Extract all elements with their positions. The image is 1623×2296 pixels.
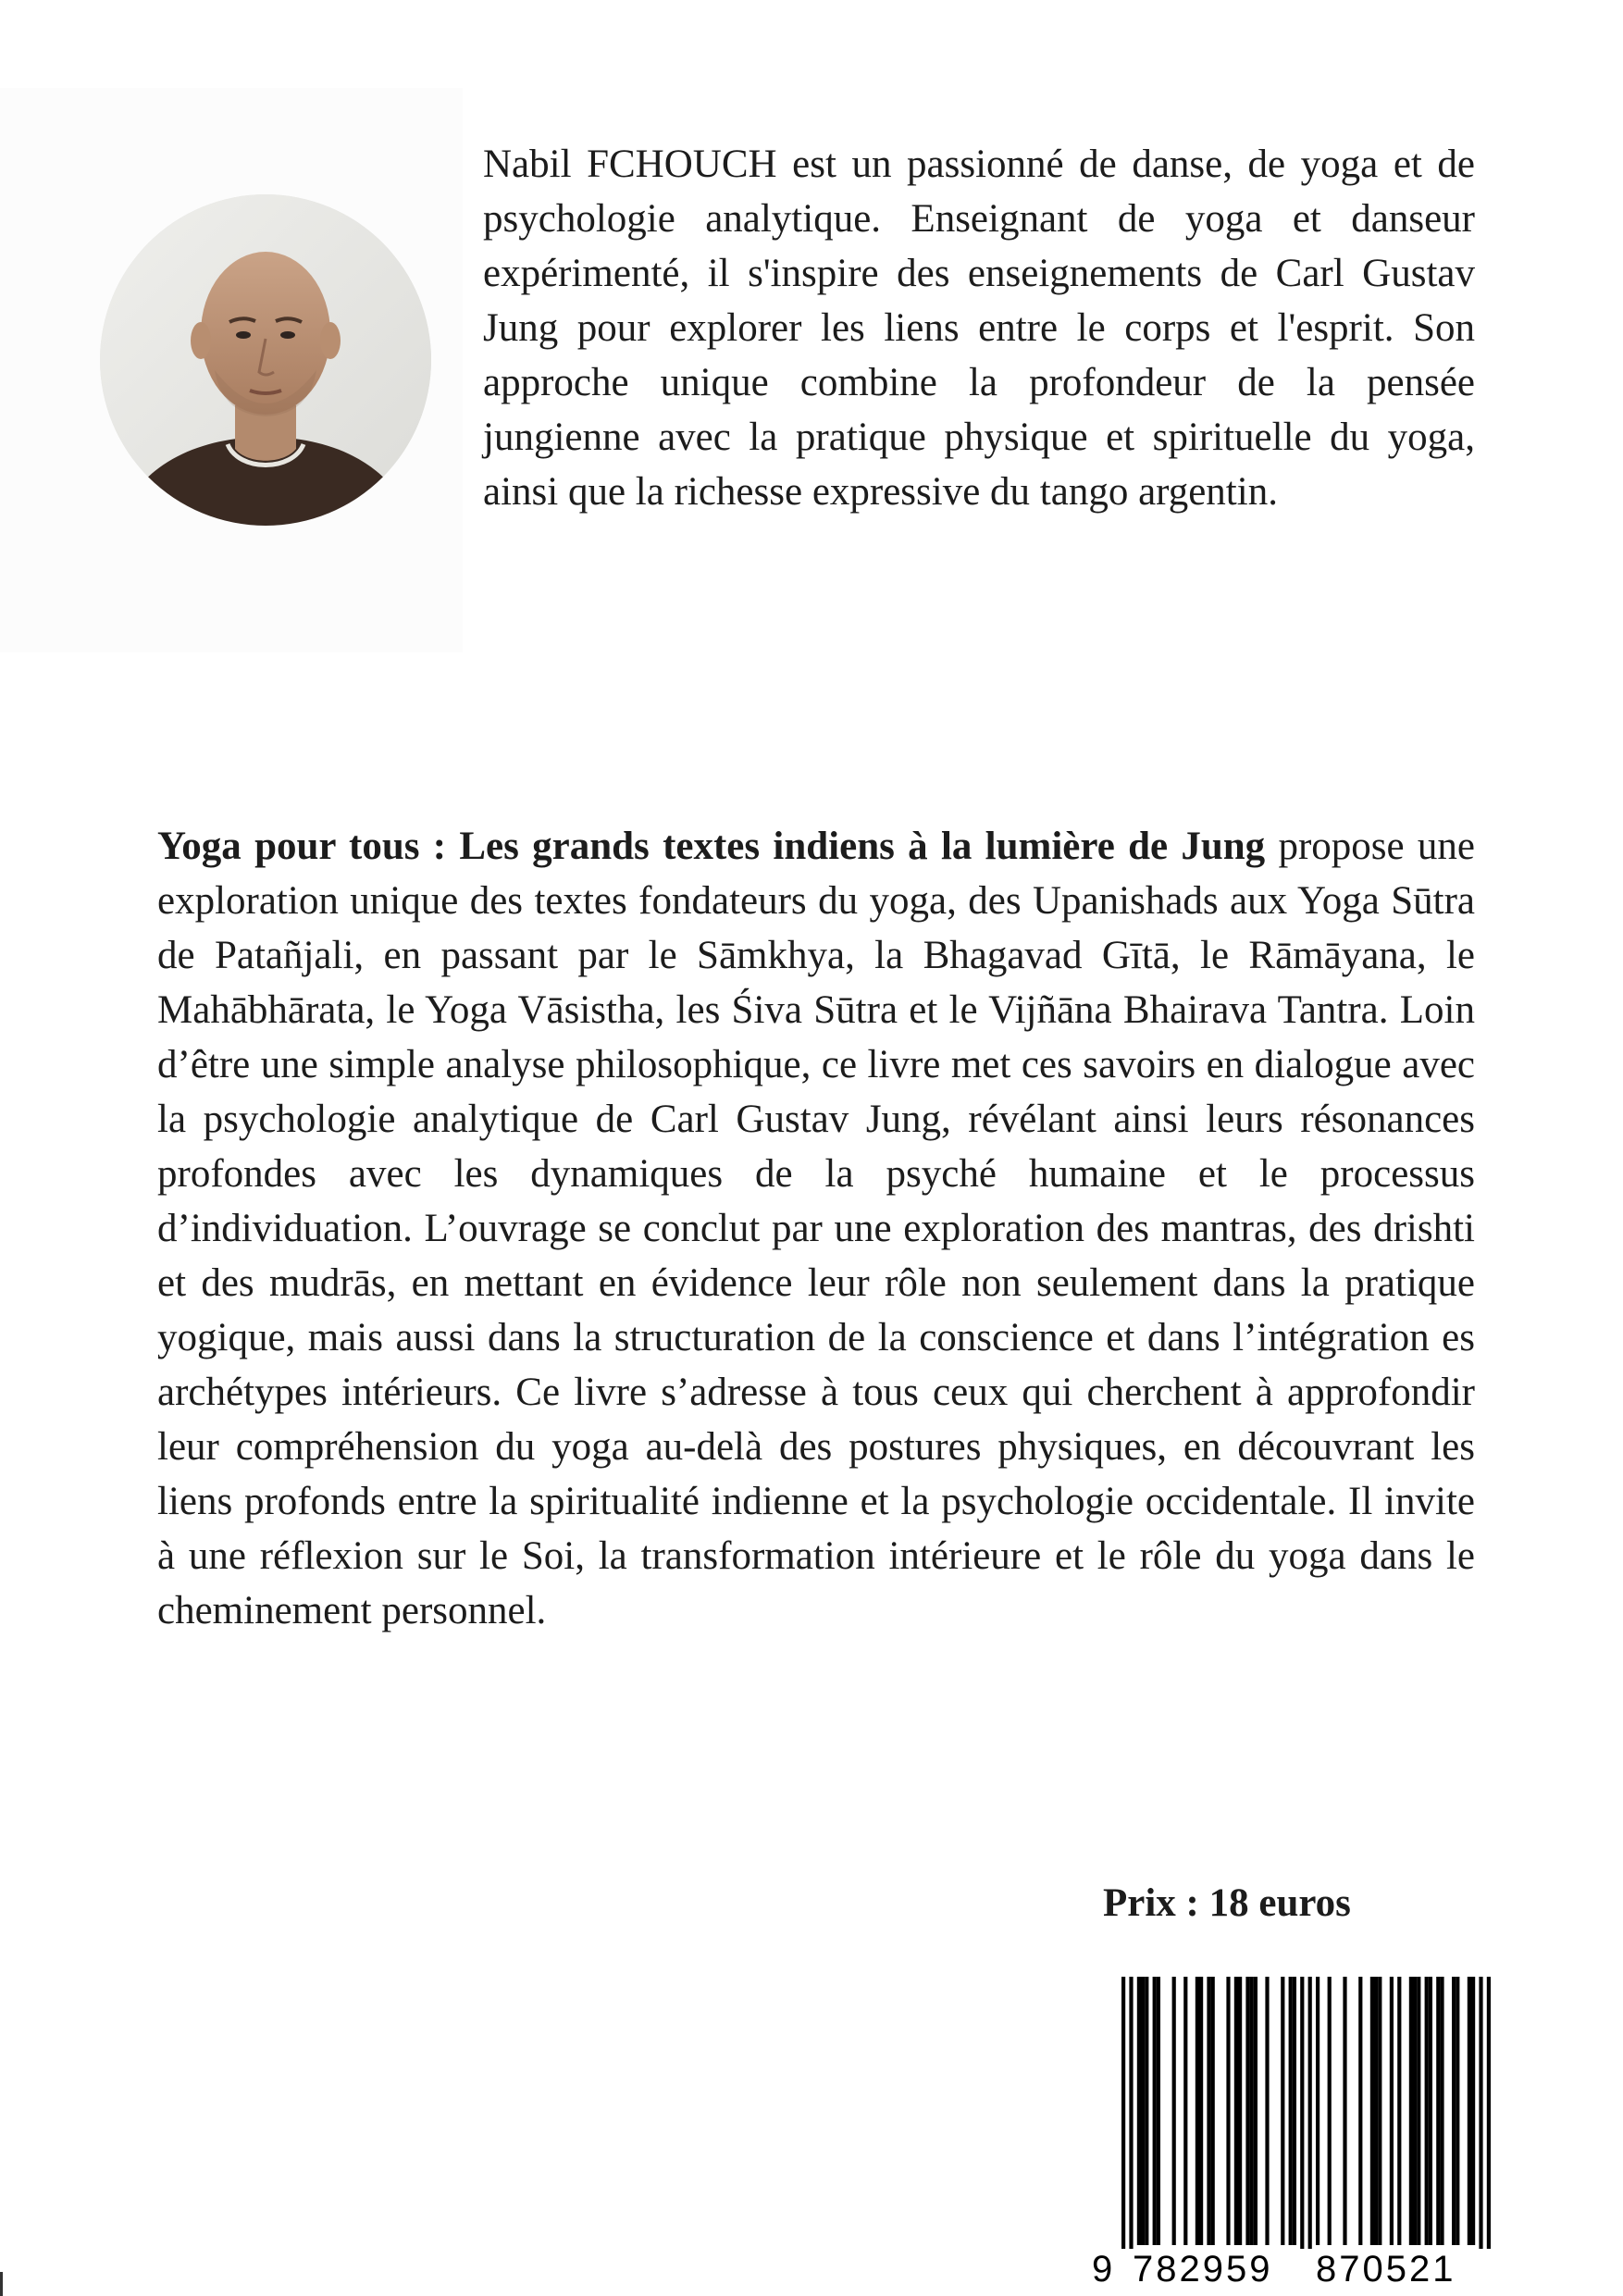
barcode-right-group: 870521 (1316, 2249, 1456, 2290)
barcode-guard-bar (1487, 1977, 1491, 2249)
barcode-guard-bar (1129, 1977, 1133, 2249)
barcode-bar (1207, 1977, 1210, 2245)
barcode-bar (1390, 1977, 1394, 2245)
trim-mark (0, 2272, 3, 2296)
barcode-bar (1436, 1977, 1440, 2245)
barcode-bar (1172, 1977, 1176, 2245)
book-description (157, 819, 1475, 1638)
barcode-bar (1245, 1977, 1249, 2245)
barcode-bar (1374, 1977, 1378, 2245)
author-photo (100, 194, 431, 526)
barcode-bar (1293, 1977, 1296, 2245)
barcode-bar (1413, 1977, 1417, 2245)
barcode-left-group: 782959 (1133, 2249, 1273, 2290)
barcode-bar (1358, 1977, 1362, 2245)
barcode-bar (1226, 1977, 1230, 2245)
barcode-bar (1250, 1977, 1254, 2245)
barcode-bar (1378, 1977, 1381, 2245)
barcode-bar (1199, 1977, 1203, 2245)
barcode-bar (1265, 1977, 1269, 2245)
barcode-bar (1254, 1977, 1258, 2245)
barcode-bars (1084, 1971, 1510, 2249)
barcode-bar (1471, 1977, 1475, 2245)
book-title: Yoga pour tous : Les grands textes indiens à la lumière de Jung (157, 825, 1266, 868)
book-description-text: propose une exploration unique des textes fondateurs du yoga, des Upanishads aux Yoga Sūtra de Patañjali, en passant par le Sāmkhya, la Bhagavad Gītā, le Rāmāyana, le Mahābhārata, le Yoga Vāsistha, les Śiva Sūtra et le Vijñāna Bhairava Tantra. Loin d’être une simple analyse philosophique, ce livre met ces savoirs en dialogue avec la psychologie analytique de Carl Gustav Jung, révélant ainsi leurs résonances profondes avec les dynamiques de la psyché humaine et le processus d’individuation. L’ouvrage se conclut par une exploration des mantras, des drishti et des mudrās, en mettant en évidence leur rôle non seulement dans la pratique yogique, mais aussi dans la structuration de la conscience et dans l’intégration es archétypes intérieurs. Ce livre s’adresse à tous ceux qui cherchent à approfondir leur compréhension du yoga au-delà des postures physiques, en découvrant les liens profonds entre la spiritualité indienne et la psychologie occidentale. Il invite à une réflexion sur le Soi, la transformation intérieure et le rôle du yoga dans le cheminement personnel. (157, 825, 1475, 1632)
barcode-bar (1281, 1977, 1284, 2245)
barcode-bar (1316, 1977, 1319, 2245)
barcode-bar (1417, 1977, 1420, 2245)
barcode-bar (1145, 1977, 1148, 2245)
barcode-bar (1137, 1977, 1141, 2245)
barcode-bar (1452, 1977, 1456, 2245)
barcode-first-digit: 9 (1092, 2249, 1113, 2290)
barcode-digits (1084, 2249, 1510, 2290)
barcode-bar (1196, 1977, 1199, 2245)
barcode-bar (1238, 1977, 1242, 2245)
barcode-bar (1370, 1977, 1374, 2245)
barcode-bar (1157, 1977, 1160, 2245)
barcode-bar (1289, 1977, 1293, 2245)
barcode-bar (1440, 1977, 1443, 2245)
barcode-bar (1211, 1977, 1215, 2245)
barcode-bar (1409, 1977, 1413, 2245)
barcode-guard-bar (1479, 1977, 1482, 2249)
barcode-bar (1343, 1977, 1346, 2245)
barcode-bar (1234, 1977, 1238, 2245)
barcode-guard-bar (1308, 1977, 1312, 2249)
barcode-guard-bar (1300, 1977, 1304, 2249)
barcode-bar (1429, 1977, 1432, 2245)
barcode-bar (1183, 1977, 1187, 2245)
barcode-guard-bar (1121, 1977, 1125, 2249)
barcode-bar (1397, 1977, 1401, 2245)
barcode-bar (1468, 1977, 1471, 2245)
price-label: Prix : 18 euros (1103, 1881, 1351, 1925)
isbn-barcode (1084, 1971, 1510, 2290)
barcode-bar (1153, 1977, 1157, 2245)
author-bio: Nabil FCHOUCH est un passionné de danse, de yoga et de psychologie analytique. Enseignant de yoga et danseur expérimenté, il s'inspire des enseignements de Carl Gustav Jung pour explorer les liens entre le corps et l'esprit. Son approche unique combine la profondeur de la pensée jungienne avec la pratique physique et spirituelle du yoga, ainsi que la richesse expressive du tango argentin. (483, 143, 1475, 514)
barcode-bar (1425, 1977, 1429, 2245)
barcode-bar (1141, 1977, 1145, 2245)
barcode-bar (1456, 1977, 1459, 2245)
barcode-bar (1328, 1977, 1332, 2245)
